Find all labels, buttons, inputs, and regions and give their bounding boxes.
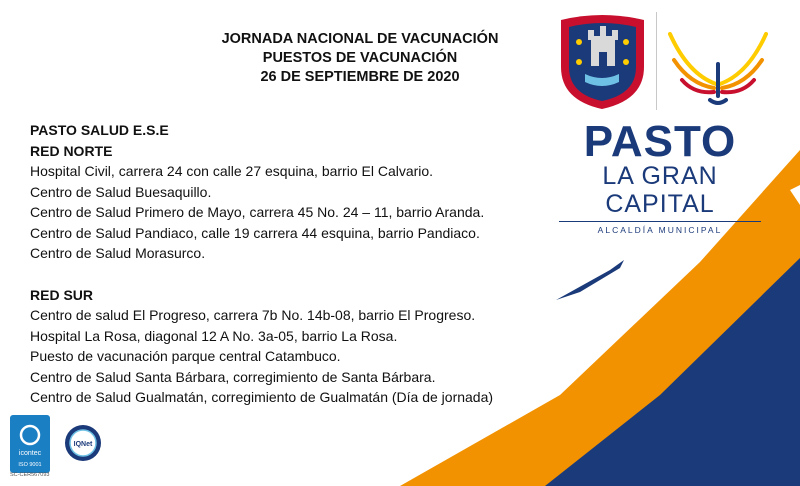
logo-divider bbox=[656, 12, 657, 110]
list-item: Hospital La Rosa, diagonal 12 A No. 3a-05, barrio La Rosa. bbox=[30, 327, 398, 344]
document-header bbox=[150, 30, 570, 87]
icontec-label: icontec bbox=[18, 450, 42, 457]
brand-subtitle: ALCALDÍA MUNICIPAL bbox=[597, 225, 723, 235]
vaccination-sites-list bbox=[30, 120, 493, 408]
red-sur-heading: RED SUR bbox=[30, 286, 94, 303]
brand-name: PASTO bbox=[583, 117, 737, 166]
list-item: Centro de Salud Santa Bárbara, corregimiento de Santa Bárbara. bbox=[30, 368, 436, 385]
organization-name: PASTO SALUD E.S.E bbox=[30, 122, 169, 138]
list-item: Centro de Salud Primero de Mayo, carrera 45 No. 24 – 11, barrio Aranda. bbox=[30, 204, 485, 220]
brand-rule bbox=[559, 221, 761, 222]
iqnet-label: IQNet bbox=[73, 441, 93, 448]
list-item: Centro de Salud Gualmatán, corregimiento de Gualmatán (Día de jornada) bbox=[30, 389, 494, 405]
list-item: Centro de Salud Pandiaco, calle 19 carrera 44 esquina, barrio Pandiaco. bbox=[30, 224, 480, 241]
brand-tagline: LA GRAN CAPITAL bbox=[602, 162, 718, 218]
list-item: Centro de salud El Progreso, carrera 7b No. 14b-08, barrio El Progreso. bbox=[30, 307, 476, 323]
section-gap bbox=[30, 264, 493, 285]
certificate-code: SC-CER567093 bbox=[10, 472, 50, 478]
brand-logo bbox=[545, 117, 775, 235]
iso-label: ISO 9001 bbox=[18, 462, 42, 468]
wings-logo-icon bbox=[668, 14, 768, 106]
header-line-2: PUESTOS DE VACUNACIÓN bbox=[262, 50, 458, 66]
red-norte-heading: RED NORTE bbox=[30, 142, 113, 159]
icontec-certification-icon bbox=[10, 415, 50, 473]
iqnet-certification-icon bbox=[64, 424, 102, 462]
navy-accent-stroke bbox=[556, 260, 624, 300]
list-item: Hospital Civil, carrera 24 con calle 27 esquina, barrio El Calvario. bbox=[30, 163, 434, 179]
list-item: Centro de Salud Buesaquillo. bbox=[30, 183, 212, 200]
list-item: Centro de Salud Morasurco. bbox=[30, 245, 206, 261]
header-line-1: JORNADA NACIONAL DE VACUNACIÓN bbox=[221, 31, 499, 47]
header-line-3: 26 DE SEPTIEMBRE DE 2020 bbox=[260, 69, 460, 85]
list-item: Puesto de vacunación parque central Catambuco. bbox=[30, 348, 341, 364]
